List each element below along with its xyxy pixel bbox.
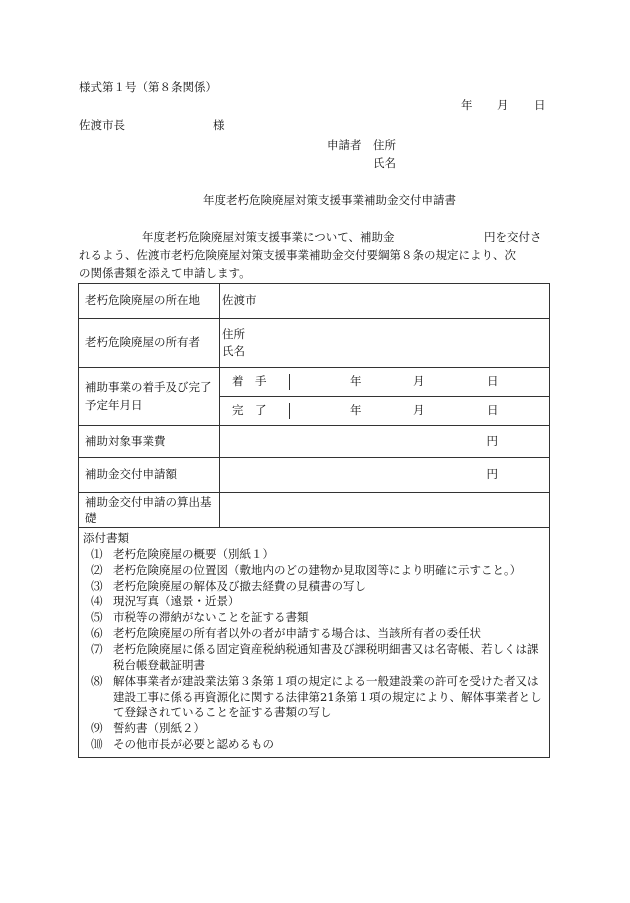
request-row [79,458,550,493]
owner-row [79,319,550,368]
end-month-label: 月 [413,403,425,418]
body-line-1b: 円を交付さ [484,230,542,244]
attachment-number: ⑶ [91,578,103,593]
applicant-name-label: 氏名 [373,156,396,170]
date-year-label: 年 [461,98,473,112]
attachment-number: ⑸ [91,610,103,625]
date-day-label: 日 [534,98,546,112]
attachment-item [83,674,545,722]
start-day-label: 日 [487,374,499,389]
cost-row [79,426,550,458]
attachment-number: ⑻ [91,673,103,688]
body-line-2: れるよう、佐渡市老朽危険廃屋対策支援事業補助金交付要綱第８条の規定により、次 [79,248,516,262]
start-label: 着 手 [220,374,290,390]
body-line-3: の関係書類を添えて申請します。 [79,266,251,280]
basis-row [79,493,550,528]
attachment-number: ⑷ [91,594,103,609]
location-label: 老朽危険廃屋の所在地 [79,284,220,319]
attachment-number: ⑺ [91,642,103,657]
attachment-item [83,579,545,595]
attachment-number: ⑵ [91,562,103,577]
end-label: 完 了 [220,403,290,419]
attachment-item [83,737,545,753]
end-year-label: 年 [350,403,362,418]
attachment-item [83,563,545,579]
end-day-label: 日 [487,403,499,418]
attachment-number: ⑴ [91,546,103,561]
cost-label: 補助対象事業費 [79,426,220,458]
start-year-label: 年 [350,374,362,389]
attachment-text: 老朽危険廃屋の概要（別紙１） [113,546,274,561]
attachment-number: ⑽ [91,737,103,752]
document-title: 年度老朽危険廃屋対策支援事業補助金交付申請書 [203,193,456,207]
form-number: 様式第１号（第８条関係） [79,80,217,94]
owner-name-label: 氏名 [222,344,245,358]
request-yen-label: 円 [220,458,550,493]
addressee: 佐渡市長 [79,118,125,132]
cost-yen-label: 円 [220,426,550,458]
attachment-number: ⑹ [91,626,103,641]
attachment-text: 誓約書（別紙２） [113,721,205,736]
schedule-start-row [79,368,550,397]
attachment-text: 市税等の滞納がないことを証する書類 [113,610,309,625]
end-date-cell [220,397,550,426]
honorific: 様 [213,118,225,132]
owner-label: 老朽危険廃屋の所有者 [79,319,220,368]
attachment-item [83,594,545,610]
attachments-row [79,528,550,758]
application-table [78,283,550,758]
attachment-item [83,642,545,674]
location-value: 佐渡市 [220,284,550,319]
attachment-text: 解体事業者が建設業法第３条第１項の規定による一般建設業の許可を受けた者又は建設工事に係る再資源化に関する法律第21条第１項の規定により、解体事業者として登録されていることを証する書類の写し [113,673,542,720]
applicant-address-label: 住所 [373,138,396,152]
attachment-item [83,610,545,626]
request-label: 補助金交付申請額 [79,458,220,493]
attachment-item [83,626,545,642]
location-row [79,284,550,319]
attachment-text: その他市長が必要と認めるもの [113,737,274,752]
start-month-label: 月 [413,374,425,389]
applicant-label: 申請者 [327,138,362,152]
attachment-text: 老朽危険廃屋の所有者以外の者が申請する場合は、当該所有者の委任状 [113,626,481,641]
attachment-text: 現況写真（遠景・近景） [113,594,240,609]
attachment-item [83,721,545,737]
attachment-text: 老朽危険廃屋に係る固定資産税納税通知書及び課税明細書又は名寄帳、若しくは課税台帳登載証明書 [113,642,539,672]
start-date-cell [220,368,550,397]
owner-address-label: 住所 [222,327,245,342]
attachment-item [83,547,545,563]
attachment-text: 老朽危険廃屋の位置図（敷地内のどの建物か見取図等により明確に示すこと。） [113,562,522,577]
schedule-label: 補助事業の着手及び完了予定年月日 [79,368,220,426]
date-month-label: 月 [497,98,509,112]
basis-label: 補助金交付申請の算出基礎 [79,493,220,528]
attachments-heading: 添付書類 [83,531,129,545]
owner-value-cell [220,319,550,368]
attachment-text: 老朽危険廃屋の解体及び撤去経費の見積書の写し [113,578,366,593]
attachment-number: ⑼ [91,721,103,736]
attachments-cell [79,528,550,758]
basis-value [220,493,550,528]
body-line-1a: 年度老朽危険廃屋対策支援事業について、補助金 [142,230,395,244]
